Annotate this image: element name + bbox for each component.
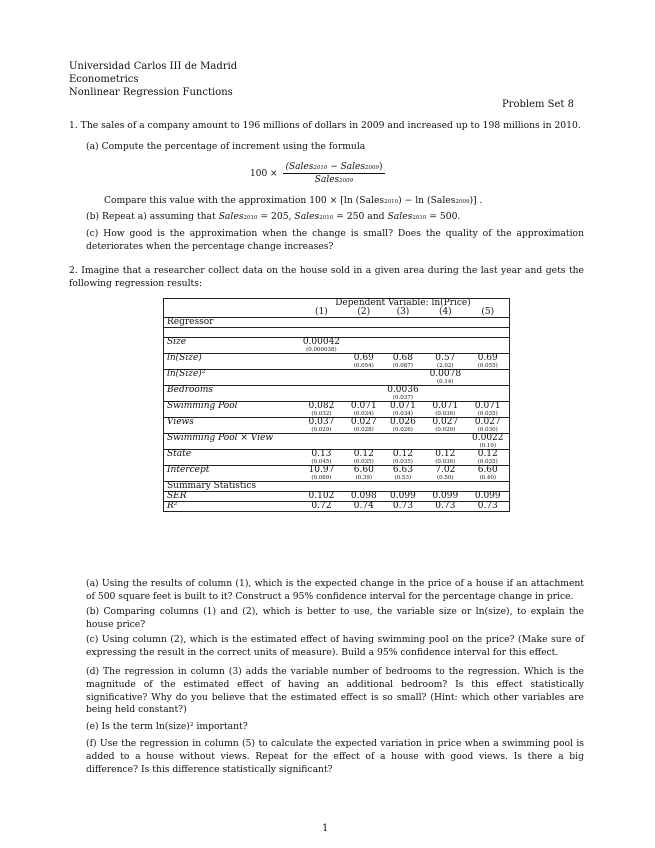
dependent-variable: Dependent Variable: ln(Price) [297, 299, 510, 309]
question-2-intro: 2. Imagine that a researcher collect data on the house sold in a given area during the last year and gets the following regression results: [69, 265, 584, 289]
standard-error: (0.032) [311, 411, 332, 417]
standard-error: (0.029) [435, 427, 456, 433]
column-header: (5) [467, 308, 510, 318]
coefficient-value: 0.12 [467, 450, 510, 460]
coefficient-value [424, 386, 466, 396]
standard-error: (2.02) [437, 363, 454, 369]
coefficient-value: 0.027 [346, 418, 382, 428]
question-2e: (e) Is the term ln(size)² important? [86, 721, 248, 732]
document-header [69, 60, 237, 99]
problem-set-title: Problem Set 8 [501, 99, 574, 110]
r-squared-value: 0.74 [346, 502, 382, 512]
formula-denominator: Sales2009 [314, 175, 354, 185]
coefficient-value [297, 370, 346, 380]
standard-error: (0.14) [437, 379, 454, 385]
coefficient-value: 10.97 [297, 466, 346, 476]
ser-label: SER [164, 492, 298, 502]
standard-error: (0.034) [392, 411, 413, 417]
coefficient-value [297, 386, 346, 396]
standard-error: (0.055) [467, 363, 510, 370]
coefficient-value [346, 386, 382, 396]
table-row [164, 354, 510, 364]
regressor-name: Intercept [164, 466, 298, 476]
regressor-name: Swimming Pool × View [164, 434, 298, 444]
r-squared-value: 0.73 [382, 502, 424, 512]
formula-times: 100 × [250, 169, 278, 179]
coefficient-value [382, 434, 424, 444]
coefficient-value [297, 434, 346, 444]
ser-value: 0.099 [467, 492, 510, 502]
coefficient-value: 0.037 [297, 418, 346, 428]
question-2d: (d) The regression in column (3) adds the variable number of bedrooms to the regression. Which is the magnitude of the estimated effect of having an additional bedroom? Is this effect statistically significative? Why do you believe that the estimated effect is so small? (Hint: which other variables are being held constant?) [86, 666, 584, 716]
university-name: Universidad Carlos III de Madrid [69, 61, 238, 72]
standard-error: (0.39) [355, 475, 373, 481]
coefficient-value: 0.0036 [382, 386, 424, 396]
coefficient-value [467, 338, 510, 348]
regressor-name: State [164, 450, 298, 460]
table-row [164, 466, 510, 476]
question-2c: (c) Using column (2), which is the estimated effect of having swimming pool on the price? (Make sure of expressing the result in the correct units of measure). Build a 95% confidence interval for this effect. [86, 634, 584, 658]
standard-error: (0.40) [467, 475, 510, 482]
regressor-name: ln(Size) [164, 354, 298, 364]
standard-error: (0.026) [392, 427, 413, 433]
r-squared-value: 0.73 [424, 502, 466, 512]
approximation-text: Compare this value with the approximation 100 × [ln (Sales2010) − ln (Sales2009)] . [104, 195, 483, 206]
coefficient-value: 7.02 [424, 466, 466, 476]
column-header: (3) [396, 307, 410, 317]
question-2b: (b) Comparing columns (1) and (2), which is better to use, the variable size or ln(size), to explain the house price? [86, 606, 584, 630]
coefficient-value: 6.60 [467, 466, 510, 476]
table-row [164, 418, 510, 428]
coefficient-value [382, 370, 424, 380]
coefficient-value [424, 434, 466, 444]
regression-table [163, 298, 510, 512]
percentage-formula [250, 162, 388, 185]
coefficient-value: 0.082 [297, 402, 346, 412]
summary-statistics-label: Summary Statistics [164, 482, 298, 492]
question-1-intro: 1. The sales of a company amount to 196 millions of dollars in 2009 and increased up to 198 millions in 2010. [69, 120, 581, 131]
standard-error: (0.037) [392, 395, 413, 401]
standard-error: (0.036) [435, 411, 456, 417]
table-row [164, 402, 510, 412]
coefficient-value [467, 386, 510, 396]
coefficient-value: 0.57 [424, 354, 466, 364]
ser-value: 0.102 [297, 492, 346, 502]
question-1c: (c) How good is the approximation when the change is small? Does the quality of the approximation deteriorates when the percentage change increases? [86, 228, 584, 252]
coefficient-value: 0.071 [424, 402, 466, 412]
page-number: 1 [322, 823, 329, 834]
standard-error: (0.035) [467, 459, 510, 466]
regressor-name: ln(Size)² [164, 370, 298, 380]
coefficient-value [382, 338, 424, 348]
table-row [164, 434, 510, 444]
coefficient-value: 0.026 [382, 418, 424, 428]
standard-error: (0.034) [353, 411, 374, 417]
standard-error: (0.028) [353, 427, 374, 433]
regressor-name: Size [164, 338, 298, 348]
coefficient-value: 0.071 [382, 402, 424, 412]
ser-value: 0.099 [424, 492, 466, 502]
course-name: Econometrics [69, 74, 139, 85]
regressor-name: Views [164, 418, 298, 428]
standard-error: (0.069) [311, 475, 332, 481]
coefficient-value [467, 370, 510, 380]
coefficient-value: 0.0078 [424, 370, 466, 380]
formula-fraction [283, 162, 384, 185]
coefficient-value: 0.69 [346, 354, 382, 364]
topic-name: Nonlinear Regression Functions [69, 87, 233, 98]
regressor-label: Regressor [164, 318, 298, 328]
column-header: (2) [357, 307, 371, 317]
coefficient-value [297, 354, 346, 364]
coefficient-value: 0.00042 [297, 338, 346, 348]
coefficient-value: 0.0022 [467, 434, 510, 444]
coefficient-value: 0.69 [467, 354, 510, 364]
standard-error: (0.054) [353, 363, 374, 369]
coefficient-value: 0.13 [297, 450, 346, 460]
column-header: (4) [438, 307, 452, 317]
regressor-name: Bedrooms [164, 386, 298, 396]
coefficient-value: 0.68 [382, 354, 424, 364]
standard-error: (0.045) [311, 459, 332, 465]
standard-error: (0.087) [392, 363, 413, 369]
question-1a: (a) Compute the percentage of increment using the formula [86, 141, 366, 152]
table-row [164, 450, 510, 460]
standard-error: (0.53) [394, 475, 412, 481]
table-row [164, 338, 510, 348]
formula-numerator: (Sales2010 − Sales2009) [285, 162, 383, 172]
standard-error: (0.035) [392, 459, 413, 465]
standard-error: (0.036) [435, 459, 456, 465]
table-row [164, 386, 510, 396]
coefficient-value: 0.071 [467, 402, 510, 412]
coefficient-value [346, 370, 382, 380]
coefficient-value: 0.12 [424, 450, 466, 460]
standard-error: (0.035) [467, 411, 510, 418]
question-2f: (f) Use the regression in column (5) to calculate the expected variation in price when a swimming pool is added to a house without views. Repeat for the effect of a house with good views. Is there a big difference? Is this difference statistically significant? [86, 738, 584, 775]
standard-error: (0.030) [467, 427, 510, 434]
column-header: (1) [315, 307, 328, 317]
question-2a: (a) Using the results of column (1), which is the expected change in the price of a house if an attachment of 500 square feet is built to it? Construct a 95% confidence interval for the percentage change in price. [86, 578, 584, 602]
standard-error: (0.035) [353, 459, 374, 465]
ser-value: 0.098 [346, 492, 382, 502]
coefficient-value [424, 338, 466, 348]
standard-error: (0.50) [437, 475, 454, 481]
coefficient-value: 0.027 [424, 418, 466, 428]
r-squared-value: 0.72 [297, 502, 346, 512]
ser-value: 0.099 [382, 492, 424, 502]
regressor-name: Swimming Pool [164, 402, 298, 412]
coefficient-value [346, 434, 382, 444]
r-squared-label: R² [164, 502, 298, 512]
question-1b: (b) Repeat a) assuming that Sales2010 = 205, Sales2010 = 250 and Sales2010 = 500. [86, 211, 461, 222]
coefficient-value [346, 338, 382, 348]
coefficient-value: 0.12 [346, 450, 382, 460]
standard-error: (0.029) [311, 427, 332, 433]
coefficient-value: 0.027 [467, 418, 510, 428]
coefficient-value: 0.071 [346, 402, 382, 412]
standard-error: (0.10) [467, 443, 510, 450]
standard-error: (0.000038) [306, 347, 337, 353]
coefficient-value: 6.60 [346, 466, 382, 476]
coefficient-value: 6.63 [382, 466, 424, 476]
r-squared-value: 0.73 [467, 502, 510, 512]
table-row [164, 370, 510, 380]
coefficient-value: 0.12 [382, 450, 424, 460]
